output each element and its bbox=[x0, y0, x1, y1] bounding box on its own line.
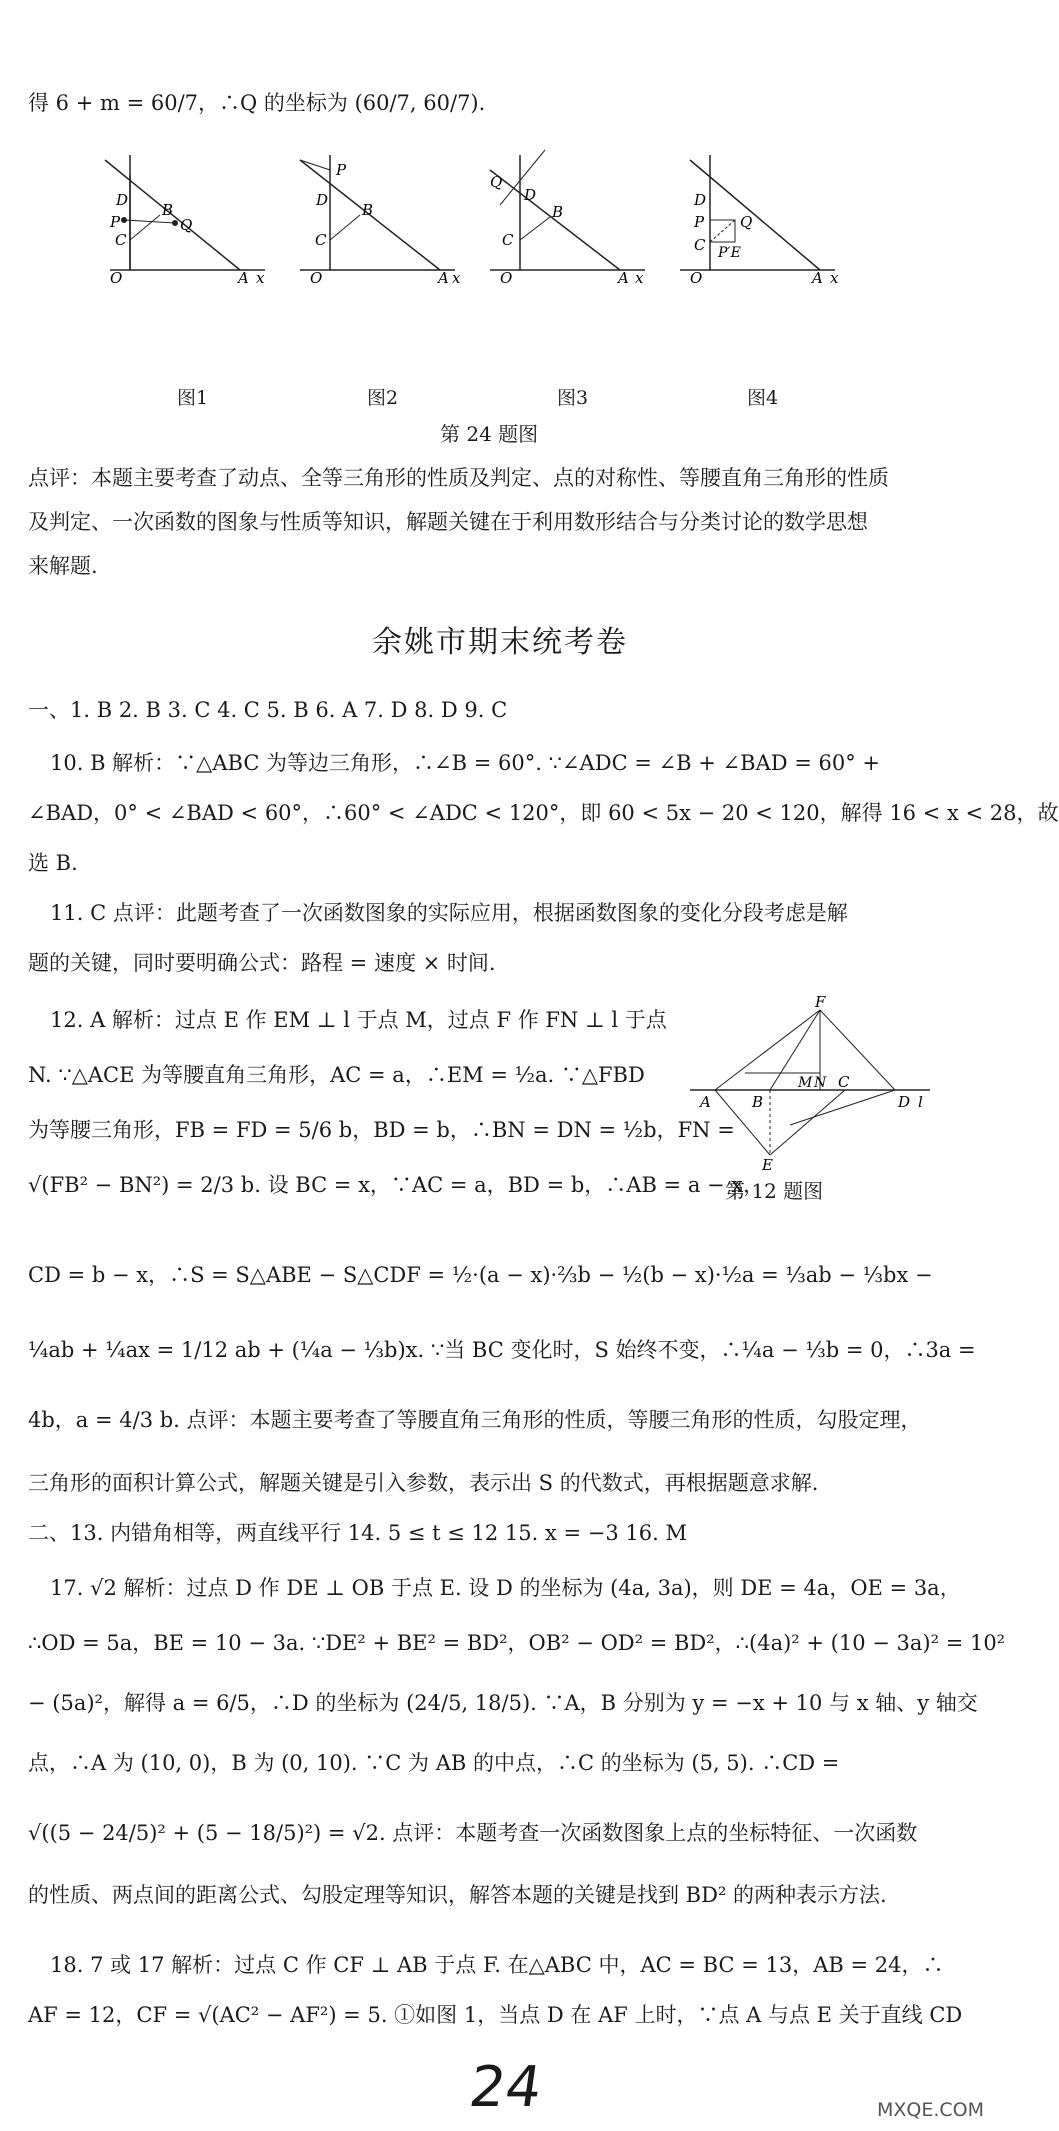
text-line-intro: 得 6 + m = 60/7，∴Q 的坐标为 (60/7, 60/7). bbox=[28, 91, 486, 115]
svg-text:x: x bbox=[830, 269, 839, 287]
svg-text:C: C bbox=[115, 231, 127, 249]
figure-3-label: 图3 bbox=[556, 387, 589, 409]
q10-line-2: ∠BAD，0° < ∠BAD < 60°，∴60° < ∠ADC < 120°，即 60 < 5x − 20 < 120，解得 16 < x < 28，故 bbox=[28, 801, 1059, 825]
figure-12-caption: 第 12 题图 bbox=[725, 1179, 824, 1203]
page-number: 24 bbox=[465, 2055, 546, 2120]
svg-text:E: E bbox=[762, 1156, 773, 1174]
svg-text:P: P bbox=[694, 213, 705, 231]
svg-text:D: D bbox=[316, 191, 329, 209]
q17-line-3: − (5a)²，解得 a = 6/5，∴D 的坐标为 (24/5, 18/5). ∵A，B 分别为 y = −x + 10 与 x 轴、y 轴交 bbox=[28, 1691, 978, 1715]
svg-text:O: O bbox=[110, 269, 123, 287]
svg-text:x: x bbox=[452, 269, 461, 287]
svg-text:C: C bbox=[694, 236, 706, 254]
figure-2 bbox=[300, 161, 465, 410]
q17-line-4: 点，∴A 为 (10, 0)，B 为 (0, 10). ∵C 为 AB 的中点，∴C 的坐标为 (5, 5). ∴CD = bbox=[28, 1751, 840, 1775]
q10-line-1: 10. B 解析：∵△ABC 为等边三角形，∴∠B = 60°. ∵∠ADC = ∠B + ∠BAD = 60° + bbox=[50, 751, 881, 775]
svg-text:Q: Q bbox=[490, 173, 503, 191]
comment-line-3: 来解题. bbox=[28, 554, 98, 578]
svg-text:C: C bbox=[315, 231, 327, 249]
q11-line-1: 11. C 点评：此题考查了一次函数图象的实际应用，根据函数图象的变化分段考虑是解 bbox=[50, 901, 848, 925]
q17-line-6: 的性质、两点间的距离公式、勾股定理等知识，解答本题的关键是找到 BD² 的两种表示方法. bbox=[28, 1883, 887, 1907]
q12-line-8: 三角形的面积计算公式，解题关键是引入参数，表示出 S 的代数式，再根据题意求解. bbox=[28, 1471, 819, 1495]
svg-text:C: C bbox=[838, 1073, 850, 1091]
svg-text:x: x bbox=[635, 269, 644, 287]
svg-text:A: A bbox=[812, 269, 823, 287]
svg-text:l: l bbox=[918, 1093, 923, 1111]
figure-1-label: 图1 bbox=[176, 387, 209, 409]
svg-text:P′E: P′E bbox=[718, 245, 741, 261]
figure-1-graphic bbox=[110, 175, 275, 385]
svg-text:D: D bbox=[116, 191, 129, 209]
watermark-text: MXQE.COM bbox=[876, 2099, 984, 2121]
svg-text:B: B bbox=[552, 203, 564, 221]
q11-line-2: 题的关键，同时要明确公式：路程 = 速度 × 时间. bbox=[28, 951, 496, 975]
svg-text:A: A bbox=[238, 269, 249, 287]
q17-line-5: √((5 − 24/5)² + (5 − 18/5)²) = √2. 点评：本题考查一次函数图象上点的坐标特征、一次函数 bbox=[28, 1821, 918, 1845]
q10-line-3: 选 B. bbox=[28, 851, 78, 875]
q17-line-1: 17. √2 解析：过点 D 作 DE ⊥ OB 于点 E. 设 D 的坐标为 (4a, 3a)，则 DE = 4a，OE = 3a， bbox=[50, 1576, 961, 1600]
figure-2-graphic bbox=[300, 161, 465, 385]
answers-section-2: 二、13. 内错角相等，两直线平行 14. 5 ≤ t ≤ 12 15. x = −3 16. M bbox=[28, 1521, 687, 1545]
svg-text:A: A bbox=[618, 269, 629, 287]
answers-section-1: 一、1. B 2. B 3. C 4. C 5. B 6. A 7. D 8. D 9. C bbox=[28, 698, 508, 722]
svg-text:D: D bbox=[524, 186, 537, 204]
comment-line-1: 点评：本题主要考查了动点、全等三角形的性质及判定、点的对称性、等腰直角三角形的性质 bbox=[28, 466, 889, 490]
svg-text:O: O bbox=[310, 269, 323, 287]
svg-text:A: A bbox=[700, 1093, 711, 1111]
svg-text:B: B bbox=[362, 201, 374, 219]
figure-3-graphic bbox=[490, 175, 655, 385]
q12-line-5: CD = b − x，∴S = S△ABE − S△CDF = ½·(a − x)·⅔b − ½(b − x)·½a = ⅓ab − ⅓bx − bbox=[28, 1263, 933, 1287]
comment-line-2: 及判定、一次函数的图象与性质等知识，解题关键在于利用数形结合与分类讨论的数学思想 bbox=[28, 510, 868, 534]
figure-4-label: 图4 bbox=[746, 387, 779, 409]
svg-text:M: M bbox=[798, 1075, 813, 1091]
svg-text:N: N bbox=[814, 1075, 827, 1091]
q12-line-1: 12. A 解析：过点 E 作 EM ⊥ l 于点 M，过点 F 作 FN ⊥ l 于点 bbox=[50, 1008, 667, 1032]
svg-text:x: x bbox=[256, 269, 265, 287]
section-title: 余姚市期末统考卷 bbox=[372, 625, 628, 660]
figure-24-row bbox=[110, 161, 850, 410]
svg-text:D: D bbox=[898, 1093, 911, 1111]
svg-text:P: P bbox=[110, 213, 121, 231]
svg-text:A: A bbox=[438, 269, 449, 287]
svg-text:Q: Q bbox=[740, 213, 753, 231]
q12-line-3: 为等腰三角形，FB = FD = 5/6 b，BD = b，∴BN = DN = ½b，FN = bbox=[28, 1118, 735, 1142]
svg-text:O: O bbox=[500, 269, 513, 287]
figure-1 bbox=[110, 175, 275, 410]
q12-line-7: 4b，a = 4/3 b. 点评：本题主要考查了等腰直角三角形的性质，等腰三角形的性质，勾股定理， bbox=[28, 1408, 922, 1432]
svg-text:B: B bbox=[752, 1093, 764, 1111]
q12-line-6: ¼ab + ¼ax = 1/12 ab + (¼a − ⅓b)x. ∵当 BC 变化时，S 始终不变，∴¼a − ⅓b = 0，∴3a = bbox=[28, 1338, 976, 1362]
figure-12-graphic bbox=[690, 993, 935, 1174]
svg-text:D: D bbox=[694, 191, 707, 209]
figure-24-caption: 第 24 题图 bbox=[440, 422, 539, 446]
q18-line-1: 18. 7 或 17 解析：过点 C 作 CF ⊥ AB 于点 F. 在△ABC 中，AC = BC = 13，AB = 24，∴ bbox=[50, 1953, 944, 1977]
q12-line-2: N. ∵△ACE 为等腰直角三角形，AC = a，∴EM = ½a. ∵△FBD bbox=[28, 1063, 645, 1087]
svg-text:O: O bbox=[690, 269, 703, 287]
svg-text:C: C bbox=[502, 231, 514, 249]
figure-4-graphic bbox=[680, 175, 845, 385]
figure-2-label: 图2 bbox=[366, 387, 399, 409]
svg-text:F: F bbox=[815, 993, 826, 1011]
q12-line-4: √(FB² − BN²) = 2/3 b. 设 BC = x，∵AC = a，BD = b，∴AB = a − x， bbox=[28, 1173, 765, 1197]
figure-3 bbox=[490, 175, 655, 410]
svg-text:P: P bbox=[336, 161, 347, 179]
figure-4 bbox=[680, 175, 845, 410]
svg-text:Q: Q bbox=[180, 216, 193, 234]
svg-text:B: B bbox=[162, 201, 174, 219]
q18-line-2: AF = 12，CF = √(AC² − AF²) = 5. ①如图 1，当点 D 在 AF 上时，∵点 A 与点 E 关于直线 CD bbox=[28, 2003, 963, 2027]
q17-line-2: ∴OD = 5a，BE = 10 − 3a. ∵DE² + BE² = BD²，OB² − OD² = BD²，∴(4a)² + (10 − 3a)² = 10² bbox=[28, 1631, 1006, 1655]
